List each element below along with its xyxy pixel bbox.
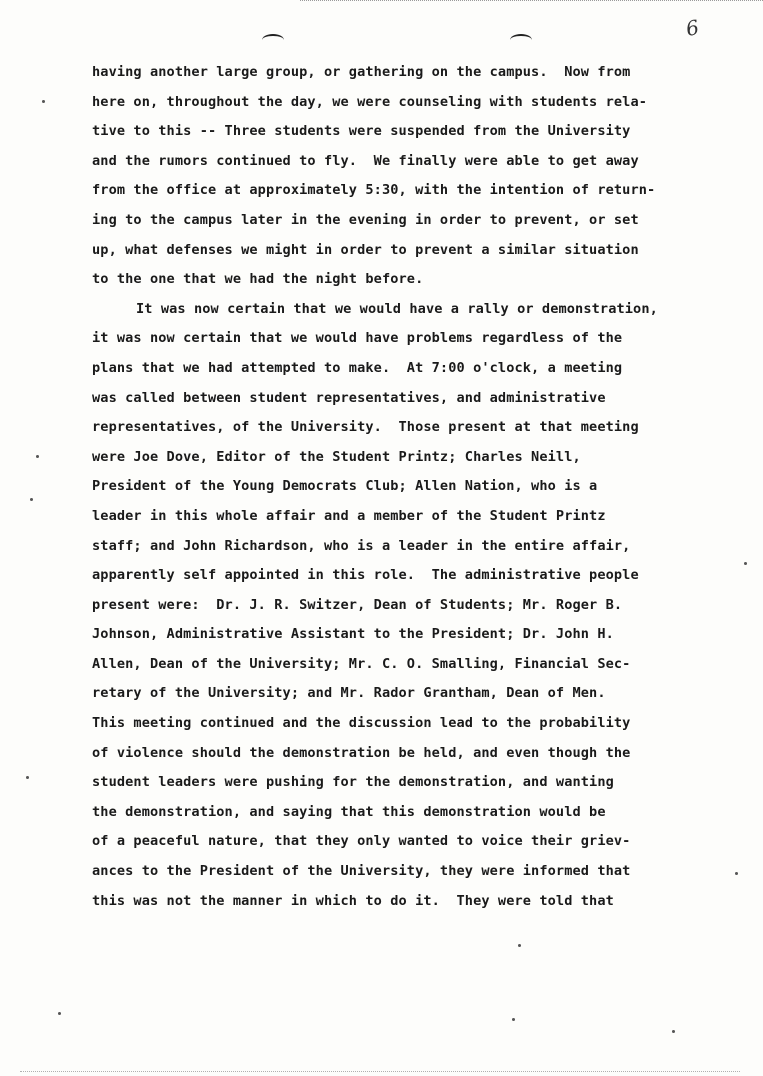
- text-line: of violence should the demonstration be held, and even though the: [92, 744, 631, 761]
- text-line: retary of the University; and Mr. Rador Grantham, Dean of Men.: [92, 685, 606, 702]
- text-line: plans that we had attempted to make. At 7:00 o'clock, a meeting: [92, 359, 623, 376]
- scan-speck: [672, 1030, 675, 1033]
- scan-speck: [36, 455, 39, 458]
- text-line: and the rumors continued to fly. We finally were able to get away: [92, 152, 639, 169]
- punch-mark-left: [262, 34, 284, 46]
- text-line: this was not the manner in which to do it. They were told that: [92, 892, 614, 909]
- typed-text-body: [92, 58, 714, 916]
- text-line: This meeting continued and the discussion lead to the probability: [92, 715, 631, 732]
- scan-speck: [518, 944, 521, 947]
- text-line: to the one that we had the night before.: [92, 271, 424, 288]
- scan-border-bottom: [20, 1069, 740, 1072]
- scan-speck: [58, 1012, 61, 1015]
- scan-speck: [42, 100, 45, 103]
- punch-mark-right: [510, 34, 532, 46]
- scan-speck: [735, 872, 738, 875]
- scan-border-top: [300, 0, 763, 4]
- text-line: the demonstration, and saying that this demonstration would be: [92, 803, 606, 820]
- text-line: President of the Young Democrats Club; Allen Nation, who is a: [92, 478, 598, 495]
- text-line: were Joe Dove, Editor of the Student Printz; Charles Neill,: [92, 448, 581, 465]
- scan-speck: [26, 776, 29, 779]
- text-line: present were: Dr. J. R. Switzer, Dean of Students; Mr. Roger B.: [92, 596, 623, 613]
- scan-speck: [744, 562, 747, 565]
- text-line: up, what defenses we might in order to prevent a similar situation: [92, 241, 639, 258]
- scan-speck: [512, 1018, 515, 1021]
- text-line: leader in this whole affair and a member of the Student Printz: [92, 507, 606, 524]
- scan-speck: [30, 498, 33, 501]
- text-line: from the office at approximately 5:30, with the intention of return-: [92, 182, 656, 199]
- text-line: tive to this -- Three students were suspended from the University: [92, 123, 631, 140]
- text-line: It was now certain that we would have a rally or demonstration,: [136, 300, 658, 317]
- text-line: apparently self appointed in this role. The administrative people: [92, 567, 639, 584]
- text-line: staff; and John Richardson, who is a leader in the entire affair,: [92, 537, 631, 554]
- text-line: Allen, Dean of the University; Mr. C. O. Smalling, Financial Sec-: [92, 655, 631, 672]
- page-number: 6: [683, 14, 702, 42]
- text-line: student leaders were pushing for the demonstration, and wanting: [92, 774, 614, 791]
- text-line: here on, throughout the day, we were counseling with students rela-: [92, 93, 648, 110]
- text-line: ing to the campus later in the evening in order to prevent, or set: [92, 211, 639, 228]
- text-line: Johnson, Administrative Assistant to the President; Dr. John H.: [92, 626, 614, 643]
- text-line: representatives, of the University. Those present at that meeting: [92, 419, 639, 436]
- text-line: of a peaceful nature, that they only wanted to voice their griev-: [92, 833, 631, 850]
- text-line: ances to the President of the University, they were informed that: [92, 863, 631, 880]
- text-line: was called between student representatives, and administrative: [92, 389, 606, 406]
- text-line: it was now certain that we would have problems regardless of the: [92, 330, 623, 347]
- text-line: having another large group, or gathering on the campus. Now from: [92, 64, 631, 80]
